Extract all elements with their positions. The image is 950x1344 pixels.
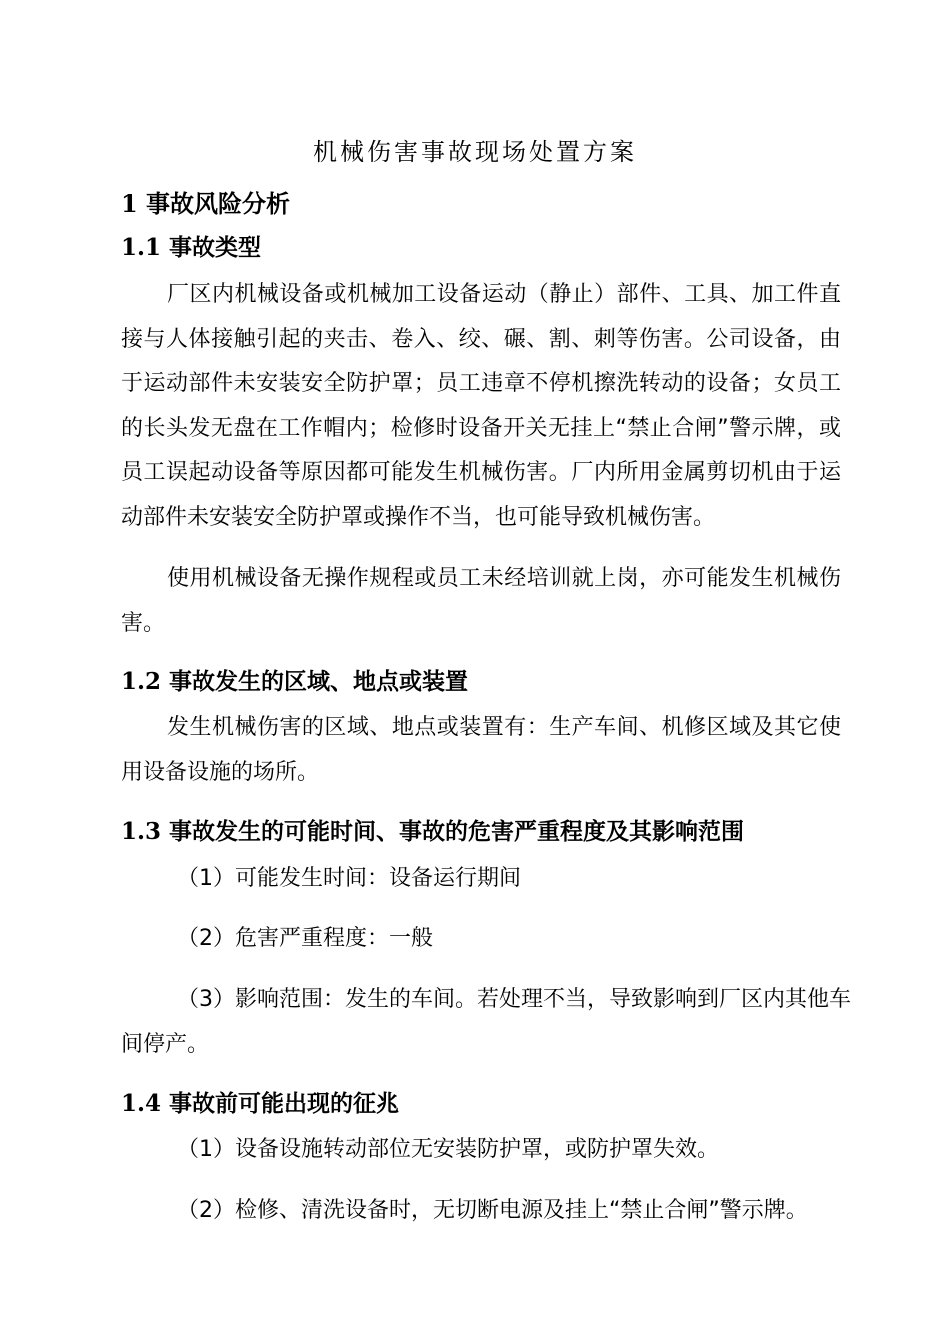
document-title: 机械伤害事故现场处置方案: [313, 138, 637, 166]
section-1-1-paragraph-2: 使用机械设备无操作规程或员工未经培训就上岗，亦可能发生机械伤害。: [121, 566, 841, 636]
section-1-3-heading: 1.3 事故发生的可能时间、事故的危害严重程度及其影响范围: [121, 818, 745, 845]
section-1-3-item-1: （1）可能发生时间：设备运行期间: [177, 866, 521, 891]
section-1-4-item-2: （2）检修、清洗设备时，无切断电源及挂上“禁止合闸”警示牌。: [177, 1198, 808, 1223]
section-1-heading: 1 事故风险分析: [121, 189, 291, 218]
section-1-2-heading: 1.2 事故发生的区域、地点或装置: [121, 668, 469, 695]
section-1-4-item-1: （1）设备设施转动部位无安装防护罩，或防护罩失效。: [177, 1137, 719, 1162]
section-1-1-heading: 1.1 事故类型: [121, 234, 262, 261]
section-1-3-item-2: （2）危害严重程度：一般: [177, 926, 433, 951]
section-1-3-item-3: （3）影响范围：发生的车间。若处理不当，导致影响到厂区内其他车间停产。: [121, 987, 851, 1057]
section-1-2-paragraph: 发生机械伤害的区域、地点或装置有：生产车间、机修区域及其它使用设备设施的场所。: [121, 715, 841, 785]
section-1-1-paragraph-1: 厂区内机械设备或机械加工设备运动（静止）部件、工具、加工件直接与人体接触引起的夹击、卷入、绞、碾、割、刺等伤害。公司设备，由于运动部件未安装安全防护罩；员工违章不停机擦洗转动的设备；女员工的长头发无盘在工作帽内；检修时设备开关无挂上“禁止合闸”警示牌，或员工误起动设备等原因都可能发生机械伤害。厂内所用金属剪切机由于运动部件未安装安全防护罩或操作不当，也可能导致机械伤害。: [121, 282, 841, 530]
section-1-4-heading: 1.4 事故前可能出现的征兆: [121, 1090, 400, 1117]
